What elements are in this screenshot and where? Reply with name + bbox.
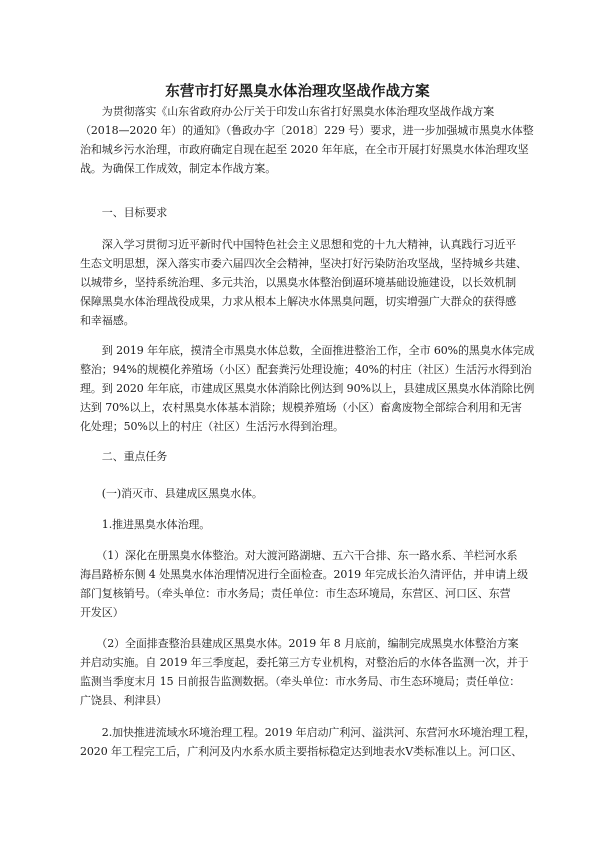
item-1-paragraph-1: （1）深化在册黑臭水体整治。对大渡河路湖塘、五六干合排、东一路水系、羊栏河水系 海昌路桥东侧 4 处黑臭水体治理情况进行全面检查。2019 年完成长治久清评估，并申请上级 部门复核销号。（牵头单位：市水务局；责任单位：市生态环境局，东营区、河口区、东营 开发区） [80,549,528,619]
section-heading-goals: 一、目标要求 [80,206,168,219]
subsection-heading-1: (一)消灭市、县建成区黑臭水体。 [80,487,263,500]
section-heading-tasks: 二、重点任务 [80,450,168,463]
item-2-paragraph: 2.加快推进流域水环境治理工程。2019 年启动广利河、溢洪河、东营河水环境治理工程， 2020 年工程完工后，广利河及内水系水质主要指标稳定达到地表水Ⅴ类标准以上。河口区、 [80,726,536,758]
goals-paragraph-1: 深入学习贯彻习近平新时代中国特色社会主义思想和党的十九大精神，认真践行习近平 生态文明思想，深入落实市委六届四次全会精神，坚决打好污染防治攻坚战，坚持城乡共建、 以城带乡，坚持系统治理、多元共治，以黑臭水体整治倒逼环境基础设施建设，以长效机制 保障黑臭水体治理战役成果，力求从根本上解决水体黑臭问题，切实增强广大群众的获得感 和幸福感。 [80,238,527,327]
item-1-paragraph-2: （2）全面排查整治县建成区黑臭水体。2019 年 8 月底前，编制完成黑臭水体整治方案 并启动实施。自 2019 年三季度起，委托第三方专业机构，对整治后的水体各监测一次，并于 监测当季度末月 15 日前报告监测数据。（牵头单位：市水务局、市生态环境局；责任单位： 广饶县、利津县） [80,637,529,707]
intro-paragraph: 为贯彻落实《山东省政府办公厅关于印发山东省打好黑臭水体治理攻坚战作战方案 （2018—2020 年）的通知》（鲁政办字〔2018〕229 号）要求，进一步加强城市黑臭水体整 治和城乡污水治理，市政府确定自现在起至 2020 年年底，在全市开展打好黑臭水体治理攻坚 战。为确保工作成效，制定本作战方案。 [80,105,534,175]
item-heading-1: 1.推进黑臭水体治理。 [80,518,211,531]
goals-paragraph-2: 到 2019 年年底，摸清全市黑臭水体总数，全面推进整治工作，全市 60%的黑臭水体完成 整治；94%的规模化养殖场（小区）配套粪污处理设施；40%的村庄（社区）生活污水得到治 理。到 2020 年年底，市建成区黑臭水体消除比例达到 90%以上，县建成区黑臭水体消除比例 达到 70%以上，农村黑臭水体基本消除；规模养殖场（小区）畜禽废物全部综合利用和无害 化处理；50%以上的村庄（社区）生活污水得到治理。 [80,344,535,433]
document-title: 东营市打好黑臭水体治理攻坚战作战方案 [165,84,430,100]
